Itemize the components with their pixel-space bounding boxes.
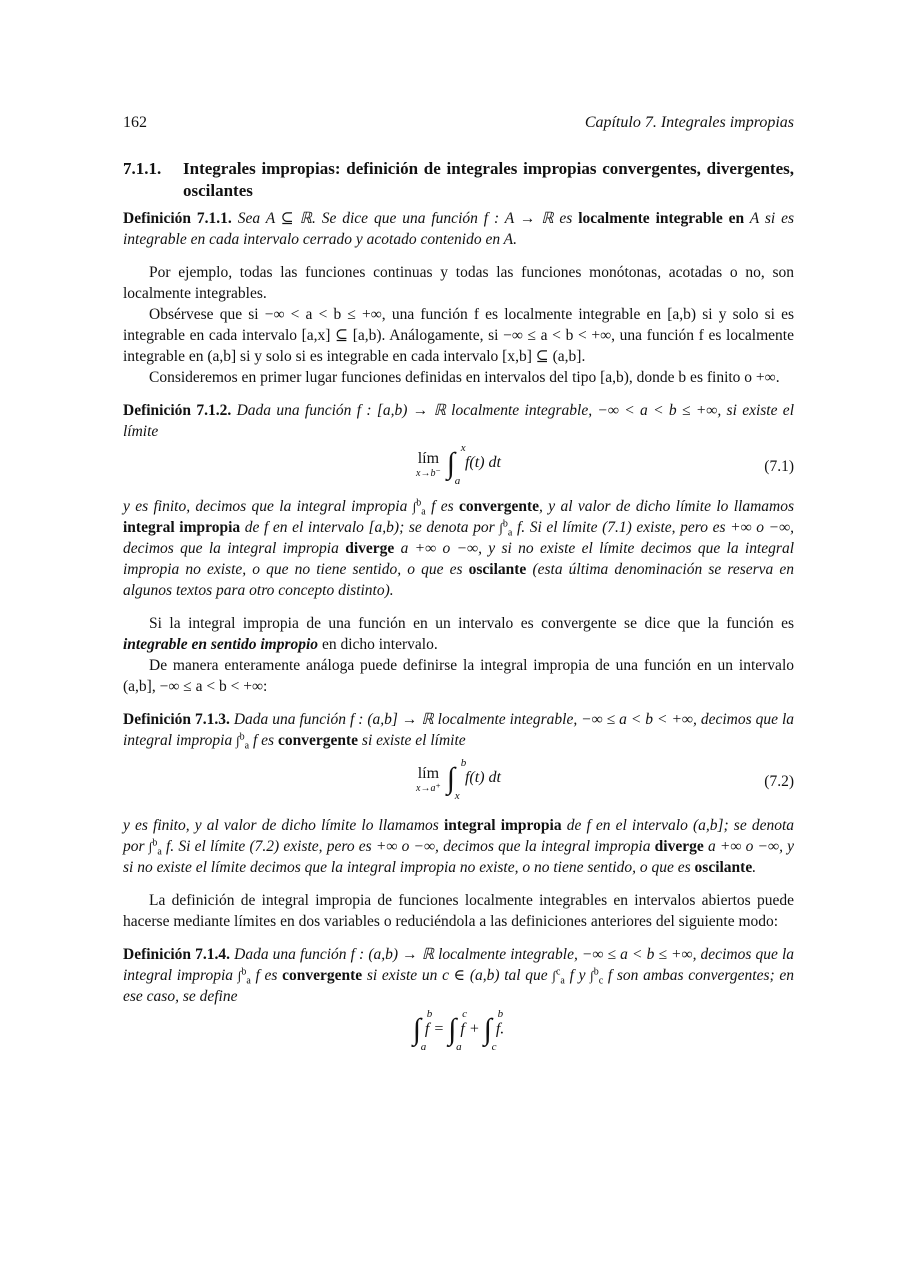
definition-label: Definición 7.1.4.	[123, 946, 231, 963]
definition-text: Dada una función f : [a,b) → ℝ localmente integrable, −∞ < a < b ≤ +∞, si existe el límite	[123, 402, 794, 440]
integral-upper: c	[462, 1008, 468, 1020]
integral-upper: b	[460, 756, 467, 769]
integral-lower: a	[454, 474, 461, 487]
equation-number: (7.1)	[764, 458, 794, 475]
lower-limit: a	[244, 740, 250, 752]
definition-text: Sea A ⊆ ℝ. Se dice que una función f : A → ℝ es	[237, 210, 573, 227]
integral-upper: b	[497, 1008, 504, 1020]
lower-limit: a	[246, 975, 251, 987]
definition-text: y es finito, y al valor de dicho límite lo llamamos	[123, 817, 439, 834]
definition-text: si existe un c ∈ (a,b) tal que	[366, 967, 548, 984]
term-bold: convergente	[458, 498, 540, 515]
term-bold: integral impropia	[123, 519, 241, 536]
limit-label: lím	[417, 765, 440, 782]
definition-text: f es	[255, 967, 278, 984]
integral-lower: a	[420, 1041, 427, 1053]
equation-split-integral	[123, 1007, 794, 1071]
term-bold: convergente	[282, 967, 363, 984]
definition-text: A si es integrable en cada intervalo cerrado y acotado contenido en A.	[123, 210, 794, 248]
definition-label: Definición 7.1.3.	[123, 711, 230, 728]
definition-7-1-3-cont	[123, 815, 794, 878]
inline-integral: ∫$^b_a$	[236, 731, 250, 752]
definition-text: a +∞ o −∞, y si no existe el límite decimos que la integral impropia no existe, o no tiene sentido, o que es	[123, 838, 795, 876]
upper-limit: b	[502, 518, 508, 530]
upper-limit: c	[555, 966, 561, 978]
section-number: 7.1.1.	[123, 159, 162, 178]
paragraph-text: en dicho intervalo.	[321, 636, 438, 653]
upper-limit: b	[152, 837, 158, 849]
integral-upper: b	[426, 1008, 433, 1020]
inline-integral: ∫$^b_a$	[237, 966, 251, 987]
definition-text: f. Si el límite (7.2) existe, pero es +∞ o −∞, decimos que la integral impropia	[165, 838, 651, 855]
inline-integral: ∫$^b_a$	[148, 837, 162, 858]
definition-label: Definición 7.1.2.	[123, 402, 232, 419]
lower-limit: a	[421, 506, 426, 518]
limit-subscript: x→a⁺	[416, 783, 441, 794]
definition-text: (esta última denominación se reserva en algunos textos para otro concepto distinto).	[123, 561, 795, 599]
inline-integral: ∫$^b_c$	[590, 966, 604, 987]
equation-7-1	[123, 442, 794, 496]
equation-7-2	[123, 751, 794, 815]
limit-operator	[416, 448, 441, 479]
equation-number: (7.2)	[764, 773, 794, 790]
definition-text: de f en el intervalo (a,b]; se denota por	[123, 817, 795, 855]
integral-lower: c	[491, 1041, 497, 1053]
equation-expression	[123, 756, 794, 802]
integral-sign: ∫ b a	[412, 1008, 433, 1053]
integrand: f =	[424, 1020, 445, 1038]
upper-limit: b	[239, 731, 245, 743]
definition-7-1-1	[123, 208, 794, 250]
section-title: Integrales impropias: definición de integrales impropias convergentes, divergentes, oscilantes	[183, 159, 794, 200]
term-bold-italic: integrable en sentido impropio	[123, 636, 319, 653]
inline-integral: ∫$^b_a$	[499, 518, 513, 539]
integrand: f +	[460, 1020, 480, 1038]
definition-7-1-3	[123, 709, 794, 751]
integral-sign: ∫ c a	[448, 1008, 468, 1053]
definition-text: , y al valor de dicho límite lo llamamos	[539, 498, 795, 515]
paragraph-text: Si la integral impropia de una función en un intervalo es convergente se dice que la función es	[149, 615, 794, 632]
definition-text: f es	[253, 732, 275, 749]
paragraph: La definición de integral impropia de funciones localmente integrables en intervalos abiertos puede hacerse mediante límites en dos variables o reduciéndola a las definiciones anteriores del siguiente modo:	[123, 892, 794, 930]
term-bold: diverge	[654, 838, 704, 855]
lower-limit: a	[157, 846, 162, 858]
paragraph: Consideremos en primer lugar funciones definidas en intervalos del tipo [a,b), donde b es finito o +∞.	[149, 369, 780, 386]
definition-text: y es finito, decimos que la integral impropia	[123, 498, 408, 515]
definition-text: .	[752, 859, 757, 876]
paragraph: Obsérvese que si −∞ < a < b ≤ +∞, una función f es localmente integrable en [a,b) si y solo si es integrable en cada intervalo [a,x] ⊆ [a,b). Análogamente, si −∞ ≤ a < b < +∞, una función f es localmente integrable en (a,b] si y solo si es integrable en cada intervalo [x,b] ⊆ (a,b].	[123, 306, 794, 365]
integral-lower: x	[454, 789, 460, 802]
definition-text: de f en el intervalo [a,b); se denota por	[244, 519, 495, 536]
upper-limit: b	[416, 497, 422, 509]
term-bold: diverge	[345, 540, 395, 557]
limit-operator	[416, 763, 441, 794]
definition-text: f es	[431, 498, 454, 515]
inline-integral: ∫$^c_a$	[552, 966, 565, 987]
definition-text: f y	[569, 967, 586, 984]
term-bold: oscilante	[694, 859, 753, 876]
paragraph	[123, 613, 794, 655]
integrand: f(t) dt	[464, 454, 501, 472]
term-bold: oscilante	[468, 561, 527, 578]
definition-text: si existe el límite	[361, 732, 466, 749]
definition-text: f. Si el límite (7.1) existe, pero es +∞ o −∞, decimos que la integral impropia	[123, 519, 794, 557]
paragraph: De manera enteramente análoga puede definirse la integral impropia de una función en un intervalo (a,b], −∞ ≤ a < b < +∞:	[123, 657, 794, 695]
definition-label: Definición 7.1.1.	[123, 210, 232, 227]
term-bold: localmente integrable en	[578, 210, 745, 227]
definition-text: Dada una función f : (a,b) → ℝ localmente integrable, −∞ ≤ a < b ≤ +∞, decimos que la integral impropia	[123, 946, 794, 984]
integral-sign: ∫ b x	[446, 756, 467, 802]
paragraph: Por ejemplo, todas las funciones continuas y todas las funciones monótonas, acotadas o no, son localmente integrables.	[123, 264, 794, 302]
lower-limit: a	[560, 975, 565, 987]
integral-upper: x	[460, 441, 466, 454]
integrand: f(t) dt	[464, 769, 501, 787]
upper-limit: b	[593, 966, 599, 978]
lower-limit: a	[507, 527, 513, 539]
term-bold: convergente	[277, 732, 359, 749]
running-head: Capítulo 7. Integrales impropias	[584, 114, 794, 131]
section-heading	[123, 158, 794, 202]
page-number: 162	[123, 114, 147, 131]
integrand: f.	[495, 1020, 505, 1038]
definition-text: a +∞ o −∞, y si no existe el límite decimos que la integral impropia no existe, o que no tiene sentido, o que es	[123, 540, 794, 578]
body-text	[123, 208, 794, 1071]
lower-limit: c	[598, 975, 604, 987]
definition-7-1-4	[123, 944, 794, 1007]
definition-7-1-2-cont	[123, 496, 794, 601]
inline-integral: ∫$^b_a$	[412, 497, 426, 518]
limit-subscript: x→b⁻	[416, 468, 441, 479]
integral-sign: ∫ b c	[483, 1008, 504, 1053]
definition-7-1-2	[123, 400, 794, 442]
upper-limit: b	[241, 966, 247, 978]
definition-text: f son ambas convergentes; en ese caso, se define	[123, 967, 794, 1005]
limit-label: lím	[417, 450, 440, 467]
term-bold: integral impropia	[443, 817, 562, 834]
equation-expression	[123, 441, 794, 487]
integral-lower: a	[456, 1041, 462, 1053]
definition-text: Dada una función f : (a,b] → ℝ localmente integrable, −∞ ≤ a < b < +∞, decimos que la integral impropia	[123, 711, 794, 749]
integral-sign: ∫ x a	[446, 441, 466, 487]
